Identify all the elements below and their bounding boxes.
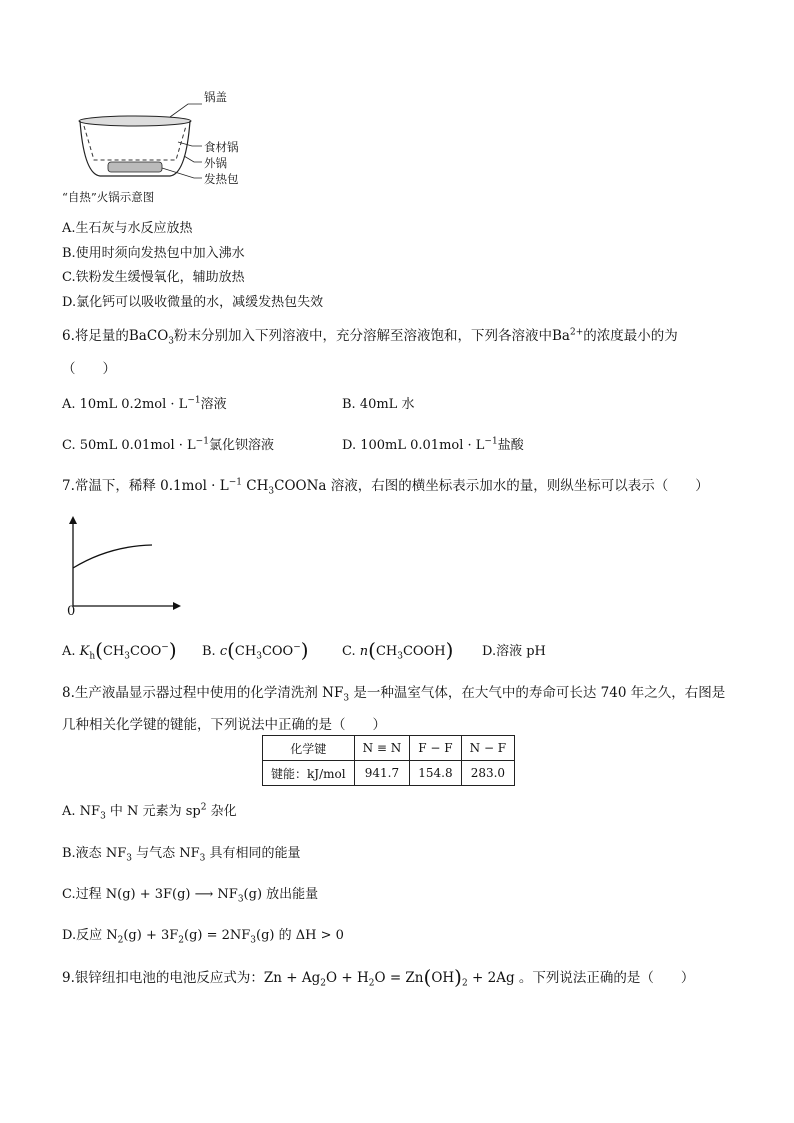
- y-axis-arrow: [69, 516, 77, 524]
- q6-option-b: B. 40mL 水: [342, 397, 415, 412]
- q5-option-d: D.氯化钙可以吸收微量的水，减缓发热包失效: [62, 295, 324, 310]
- q8-stem-line2: 几种相关化学键的键能，下列说法中正确的是（ ）: [62, 717, 386, 733]
- table-cell: F − F: [410, 736, 461, 761]
- q8-option-c: C.过程 N(g) + 3F(g) ⟶ $NF_3(g)$ 放出能量: [62, 887, 319, 905]
- table-header-row: [263, 736, 515, 761]
- q6-option-c: C. 50mL $0.01mol \cdot L^{-1}$氯化钡溶液: [62, 436, 274, 453]
- label-heating-pack: 发热包: [204, 172, 239, 186]
- table-cell: N ≡ N: [354, 736, 410, 761]
- x-axis-arrow: [173, 602, 181, 610]
- q8-option-a: A. $NF_3$ 中 N 元素为 $sp^2$ 杂化: [62, 802, 237, 822]
- graph-origin: 0: [67, 604, 76, 619]
- label-lid: 锅盖: [204, 90, 227, 104]
- label-outer-pot: 外锅: [204, 156, 227, 170]
- q7-option-a: A. $K_h(CH_3COO^-)$: [62, 638, 177, 662]
- table-row: [263, 761, 515, 786]
- q5-option-a: A.生石灰与水反应放热: [62, 221, 193, 236]
- table-cell: 154.8: [410, 761, 461, 786]
- q7-graph: [64, 514, 186, 614]
- table-cell: 283.0: [461, 761, 515, 786]
- label-food-pot: 食材锅: [204, 140, 239, 154]
- q8-stem-line1: 8.生产液晶显示器过程中使用的化学清洗剂 $NF_3$ 是一种温室气体，在大气中的寿命可长达 740 年之久，右图是: [62, 685, 726, 704]
- bond-energy-table: [262, 735, 515, 786]
- table-cell: 键能：kJ/mol: [263, 761, 355, 786]
- q5-option-c: C.铁粉发生缓慢氧化，辅助放热: [62, 270, 245, 285]
- q8-option-d: D.反应 $N_2(g) + 3F_2(g) = 2NF_3(g)$ 的 ΔH > 0: [62, 928, 344, 946]
- q7-option-b: B. $c(CH_3COO^-)$: [202, 638, 309, 662]
- table-cell: 941.7: [354, 761, 410, 786]
- q6-stem: 6.将足量的BaCO$_3$粉末分别加入下列溶液中，充分溶解至溶液饱和，下列各溶液中$Ba^{2+}$的浓度最小的为: [62, 327, 678, 347]
- figure-caption: “自热”火锅示意图: [62, 190, 155, 204]
- q9-stem: 9.银锌纽扣电池的电池反应式为：$Zn + Ag_2O + H_2O = Zn(OH)_2 + 2Ag$ 。下列说法正确的是（ ）: [62, 965, 695, 989]
- food-pot: [84, 126, 186, 160]
- q6-answer-paren: （ ）: [62, 361, 116, 377]
- pot-lid: [79, 116, 191, 126]
- q6-option-d: D. 100mL $0.01mol \cdot L^{-1}$盐酸: [342, 436, 524, 453]
- q7-option-c: C. $n(CH_3COOH)$: [342, 638, 454, 662]
- q8-option-b: B.液态 $NF_3$ 与气态 $NF_3$ 具有相同的能量: [62, 846, 301, 864]
- table-cell: N − F: [461, 736, 515, 761]
- q5-option-b: B.使用时须向发热包中加入沸水: [62, 246, 245, 261]
- heating-pack: [108, 162, 162, 172]
- q7-stem: 7.常温下，稀释 $0.1mol \cdot L^{-1}$ $CH_3COONa$ 溶液，右图的横坐标表示加水的量，则纵坐标可以表示（ ）: [62, 477, 709, 497]
- table-cell: 化学键: [263, 736, 355, 761]
- q6-option-a: A. 10mL $0.2mol \cdot L^{-1}$溶液: [62, 395, 227, 412]
- curve: [73, 545, 152, 568]
- q7-option-d: D.溶液 pH: [482, 644, 546, 659]
